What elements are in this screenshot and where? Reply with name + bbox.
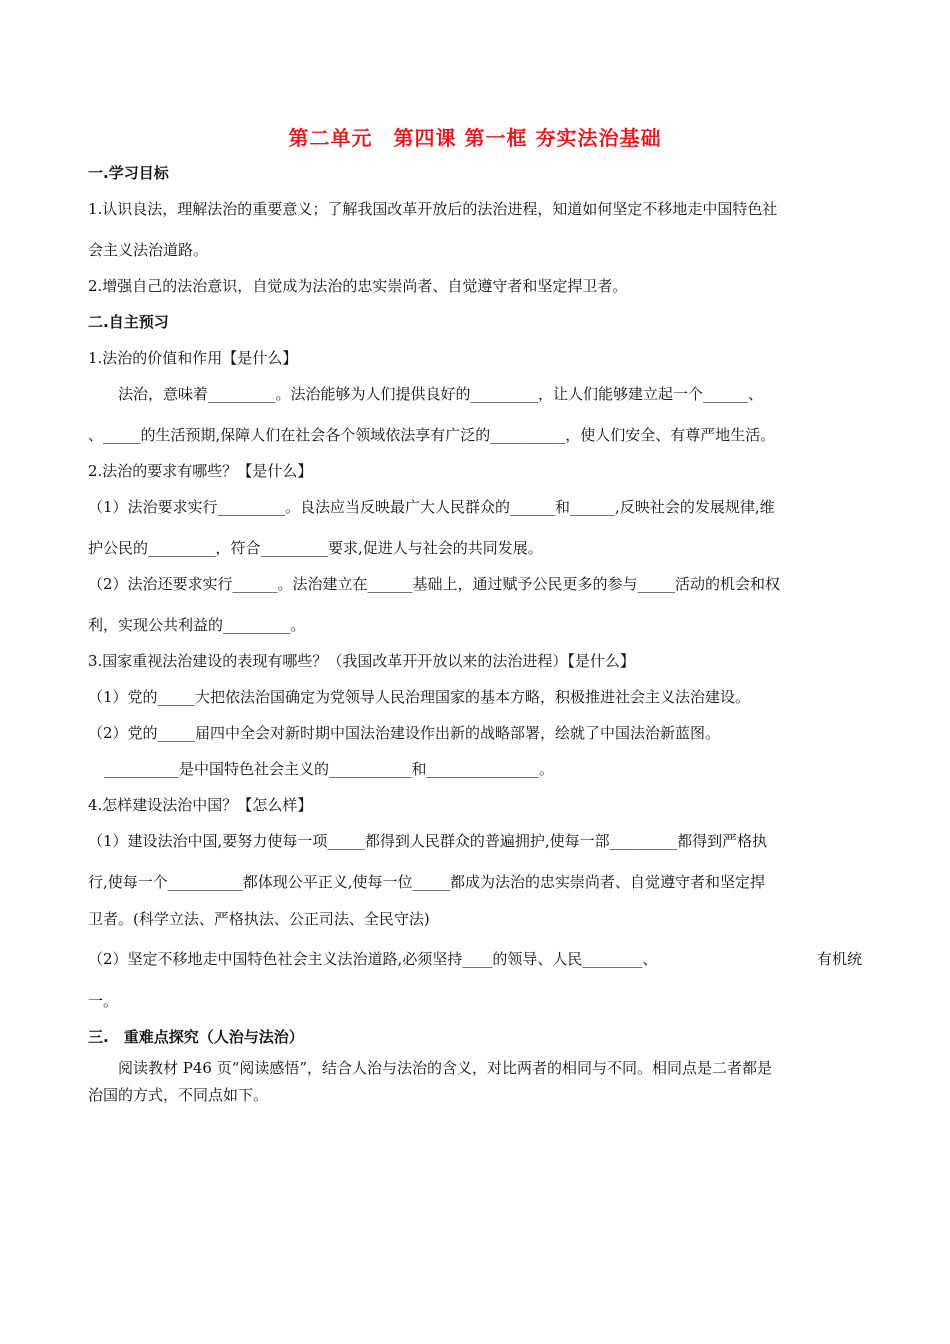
fill-blank-line: __________是中国特色社会主义的___________和_______________。 — [104, 760, 555, 778]
fill-blank-text: （2）坚定不移地走中国特色社会主义法治道路,必须坚持____的领导、人民________、 — [88, 950, 658, 968]
paragraph-line: 治国的方式，不同点如下。 — [88, 1086, 269, 1104]
fill-blank-line: （1）法治要求实行_________。良法应当反映最广大人民群众的______和______,反映社会的发展规律,维 — [88, 498, 775, 516]
fill-blank-line — [88, 948, 862, 970]
fill-blank-line: 、_____的生活预期,保障人们在社会各个领域依法享有广泛的__________，使人们安全、有尊严地生活。 — [88, 426, 776, 444]
question-heading: 2.法治的要求有哪些？【是什么】 — [88, 462, 313, 480]
objective-line: 1.认识良法，理解法治的重要意义；了解我国改革开放后的法治进程，知道如何坚定不移地走中国特色社 — [88, 200, 778, 218]
fill-blank-line: （1）党的_____大把依法治国确定为党领导人民治理国家的基本方略，积极推进社会主义法治建设。 — [88, 688, 751, 706]
fill-blank-text: 有机统 — [816, 950, 862, 968]
question-heading: 3.国家重视法治建设的表现有哪些？（我国改革开开放以来的法治进程）【是什么】 — [88, 652, 635, 670]
fill-blank-line: （2）法治还要求实行______。法治建立在______基础上，通过赋予公民更多的参与_____活动的机会和权 — [88, 575, 781, 593]
fill-blank-line: （1）建设法治中国,要努力使每一项_____都得到人民群众的普遍拥护,使每一部_________都得到严格执 — [88, 832, 768, 850]
page-title: 第二单元 第四课 第一框 夯实法治基础 — [288, 126, 662, 150]
fill-blank-line: 法治，意味着_________。法治能够为人们提供良好的_________，让人们能够建立起一个______、 — [118, 385, 764, 403]
objective-line: 2.增强自己的法治意识，自觉成为法治的忠实崇尚者、自觉遵守者和坚定捍卫者。 — [88, 277, 628, 295]
section-heading-preview: 二.自主预习 — [88, 313, 169, 331]
fill-blank-line: 一。 — [88, 992, 119, 1010]
fill-blank-line: 行,使每一个__________都体现公平正义,使每一位_____都成为法治的忠实崇尚者、自觉遵守者和坚定捍 — [88, 873, 766, 891]
objective-line: 会主义法治道路。 — [88, 241, 209, 259]
question-heading: 1.法治的价值和作用【是什么】 — [88, 349, 298, 367]
paragraph-line: 阅读教材 P46 页“阅读感悟”，结合人治与法治的含义，对比两者的相同与不同。相同点是二者都是 — [118, 1059, 773, 1077]
section-heading-objectives: 一.学习目标 — [88, 164, 169, 182]
fill-blank-line: 护公民的_________，符合_________要求,促进人与社会的共同发展。 — [88, 539, 543, 557]
fill-blank-line: （2）党的_____届四中全会对新时期中国法治建设作出新的战略部署，绘就了中国法治新蓝图。 — [88, 724, 721, 742]
section-heading-inquiry: 三. 重难点探究（人治与法治） — [88, 1028, 304, 1046]
fill-blank-line: 利，实现公共利益的_________。 — [88, 616, 306, 634]
question-heading: 4.怎样建设法治中国？【怎么样】 — [88, 796, 313, 814]
fill-blank-line: 卫者。(科学立法、严格执法、公正司法、全民守法) — [88, 910, 430, 928]
